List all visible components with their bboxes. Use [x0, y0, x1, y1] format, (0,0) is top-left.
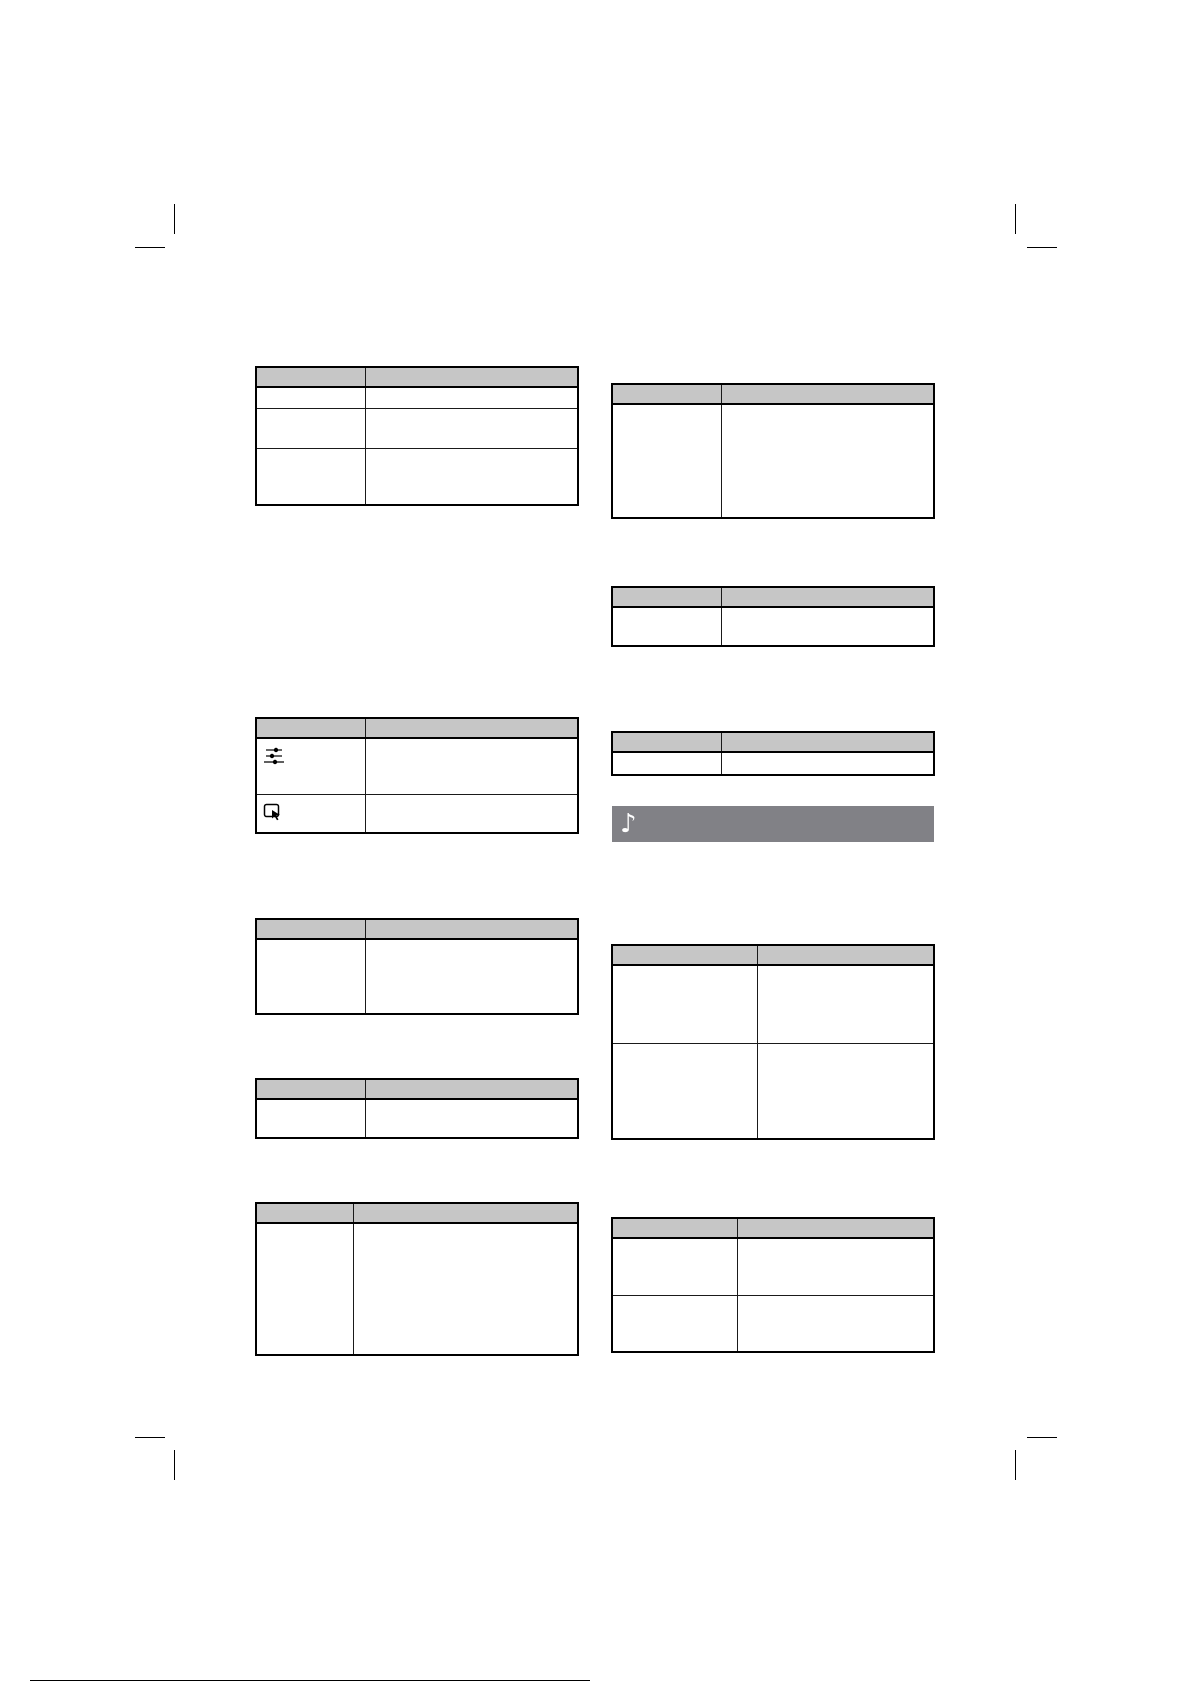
table-row: [612, 1043, 934, 1139]
table-cell: [353, 1223, 578, 1355]
right-table-3: [611, 731, 935, 776]
table-header-cell: [256, 1203, 353, 1223]
left-table-3: [255, 918, 579, 1015]
crop-mark-top-left-vertical: [174, 204, 175, 234]
left-table-2: [255, 717, 579, 834]
table-row: [612, 1238, 934, 1295]
table-header-cell: [721, 732, 934, 752]
music-section-banner: [612, 806, 934, 842]
table-cell: [721, 752, 934, 775]
table-header-cell: [612, 945, 757, 965]
right-table-1: [611, 383, 935, 519]
table-cell: [256, 387, 365, 408]
table-header-cell: [612, 732, 721, 752]
table-header-cell: [256, 1079, 365, 1099]
table-cell: [612, 404, 721, 518]
table-header-row: [256, 367, 578, 387]
crop-mark-bottom-right-horizontal: [1027, 1437, 1057, 1438]
left-table-5: [255, 1202, 579, 1356]
table-header-row: [256, 1203, 578, 1223]
table-header-cell: [365, 367, 578, 387]
table-header-cell: [256, 718, 365, 738]
table-header-cell: [721, 384, 934, 404]
table-cell: [365, 448, 578, 505]
table-header-cell: [365, 919, 578, 939]
table-cell: [365, 794, 578, 833]
table-row: [256, 939, 578, 1014]
table-cell: [612, 965, 757, 1043]
table-header-cell: [737, 1218, 934, 1238]
left-table-4: [255, 1078, 579, 1139]
table-cell: [737, 1238, 934, 1295]
table-cell: [365, 1099, 578, 1138]
table-row: [612, 404, 934, 518]
table-header-cell: [365, 1079, 578, 1099]
crop-mark-top-right-horizontal: [1027, 247, 1057, 248]
table-cell: [757, 965, 934, 1043]
table-row: [256, 408, 578, 448]
table-row: [612, 965, 934, 1043]
table-header-cell: [353, 1203, 578, 1223]
table-header-row: [612, 587, 934, 607]
table-header-row: [612, 945, 934, 965]
table-cell: [256, 408, 365, 448]
table-cell: [612, 1043, 757, 1139]
table-header-row: [256, 1079, 578, 1099]
table-row: [612, 1295, 934, 1352]
table-header-row: [256, 919, 578, 939]
right-table-2: [611, 586, 935, 647]
table-row: [256, 738, 578, 794]
table-cell: [721, 607, 934, 646]
table-header-cell: [757, 945, 934, 965]
table-cell: [612, 1238, 737, 1295]
crop-mark-bottom-left-vertical: [174, 1450, 175, 1480]
table-header-row: [612, 1218, 934, 1238]
select-frame-icon: [263, 803, 283, 824]
crop-mark-top-left-horizontal: [135, 247, 165, 248]
table-header-row: [256, 718, 578, 738]
table-header-cell: [256, 367, 365, 387]
table-cell: [612, 752, 721, 775]
table-row: [256, 387, 578, 408]
table-cell: [365, 738, 578, 794]
table-row: [256, 1223, 578, 1355]
footer-rule: [30, 1680, 590, 1681]
table-cell: [256, 448, 365, 505]
table-cell: [757, 1043, 934, 1139]
equalizer-sliders-icon: [263, 747, 285, 768]
table-row: [256, 448, 578, 505]
table-header-cell: [612, 1218, 737, 1238]
table-header-cell: [365, 718, 578, 738]
table-cell: [721, 404, 934, 518]
table-row: [256, 794, 578, 833]
table-cell: [365, 408, 578, 448]
right-table-5: [611, 1217, 935, 1353]
crop-mark-bottom-right-vertical: [1015, 1450, 1016, 1480]
right-table-4: [611, 944, 935, 1140]
table-header-cell: [612, 587, 721, 607]
left-table-1: [255, 366, 579, 506]
table-cell: [612, 1295, 737, 1352]
music-note-icon: ♪: [620, 809, 637, 839]
table-cell: [737, 1295, 934, 1352]
table-cell: [365, 939, 578, 1014]
table-cell: [256, 794, 365, 833]
table-cell: [256, 939, 365, 1014]
table-row: [256, 1099, 578, 1138]
table-cell: [256, 1099, 365, 1138]
table-row: [612, 607, 934, 646]
crop-mark-bottom-left-horizontal: [135, 1437, 165, 1438]
table-header-row: [612, 384, 934, 404]
table-header-row: [612, 732, 934, 752]
table-cell: [256, 1223, 353, 1355]
table-header-cell: [612, 384, 721, 404]
crop-mark-top-right-vertical: [1015, 204, 1016, 234]
table-header-cell: [721, 587, 934, 607]
table-cell: [256, 738, 365, 794]
table-cell: [365, 387, 578, 408]
table-cell: [612, 607, 721, 646]
table-row: [612, 752, 934, 775]
table-header-cell: [256, 919, 365, 939]
